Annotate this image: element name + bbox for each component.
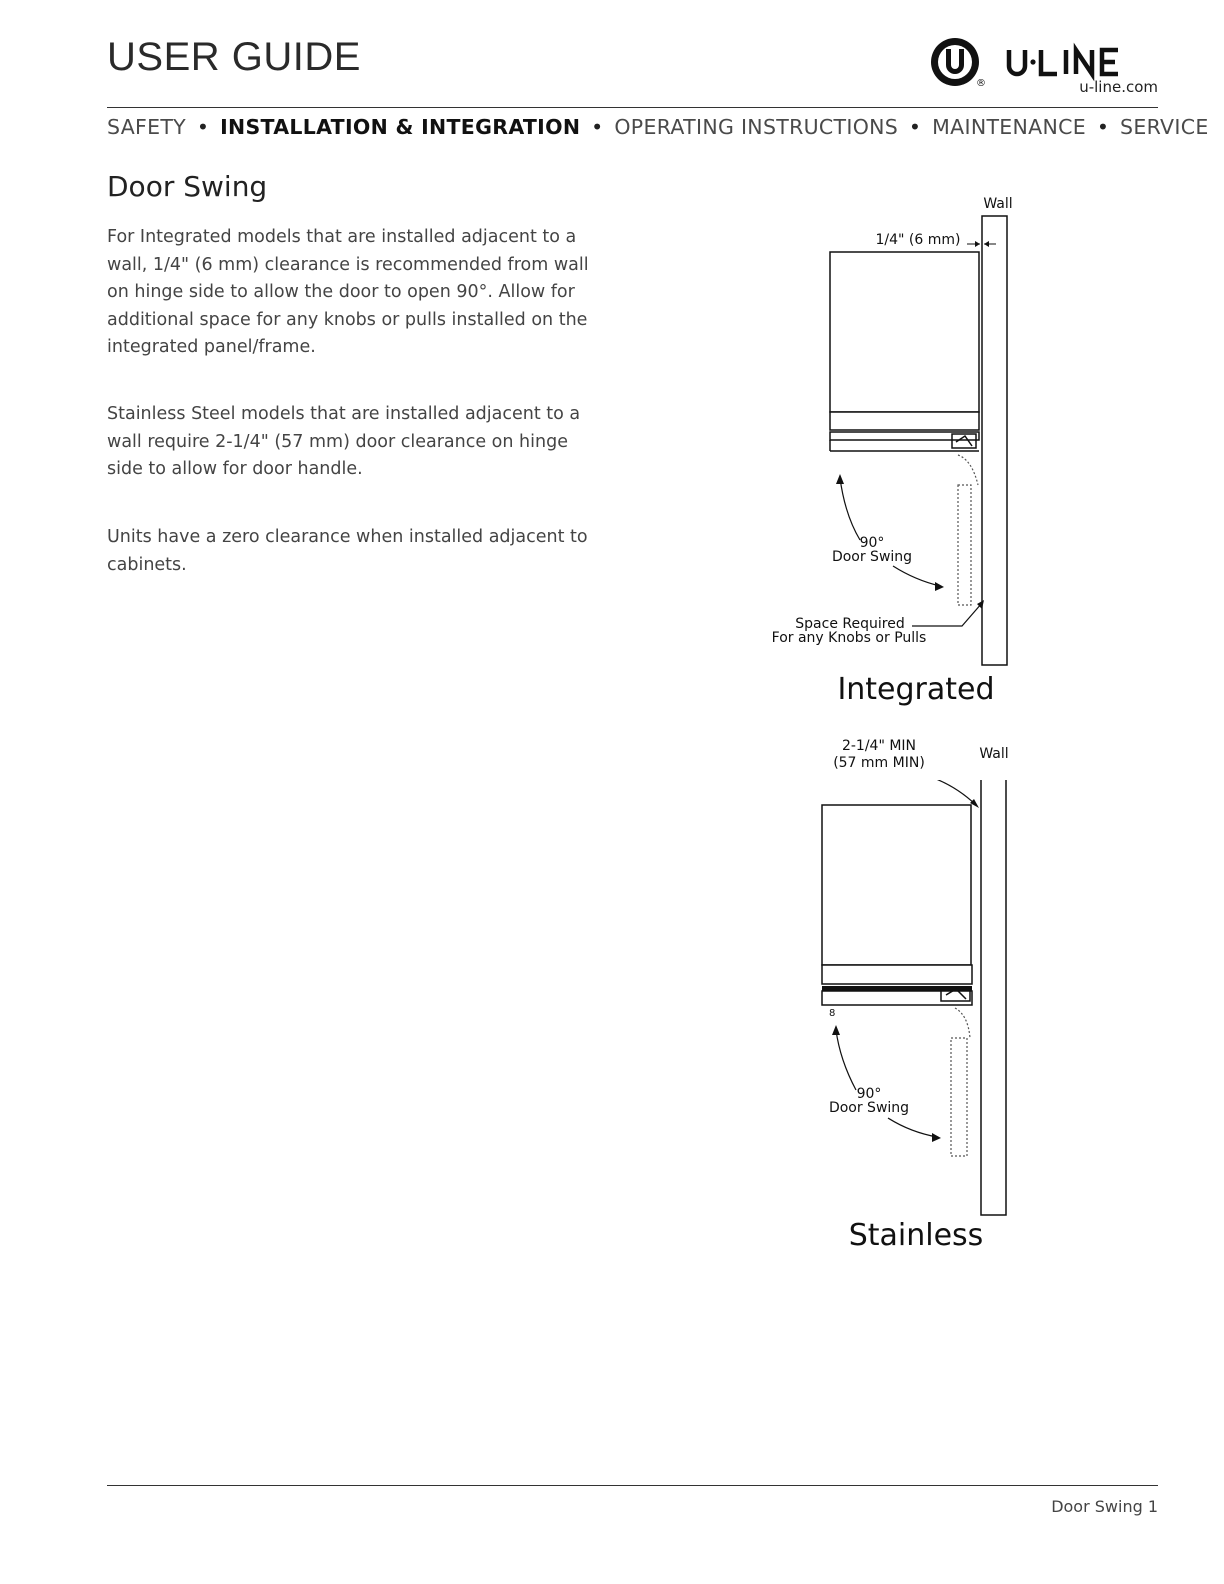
nav-separator: •: [196, 115, 210, 139]
stainless-swing-label: Door Swing: [828, 1100, 910, 1116]
integrated-swing-label: Door Swing: [831, 549, 913, 565]
brand-url: u-line.com: [1079, 78, 1158, 96]
paragraph-stainless: Stainless Steel models that are installed adjacent to a wall require 2-1/4" (57 mm) door clearance on hinge side to allow for door handle.: [107, 404, 581, 480]
paragraph-cabinets: Units have a zero clearance when installed adjacent to cabinets.: [107, 527, 588, 575]
integrated-space-label-1: Space Required: [795, 616, 905, 632]
integrated-wall-label: Wall: [983, 196, 1013, 212]
stainless-wall-label: Wall: [979, 746, 1009, 762]
footer-divider: [107, 1485, 1158, 1486]
nav-item-operating: OPERATING INSTRUCTIONS: [614, 115, 899, 139]
integrated-space-label-2: For any Knobs or Pulls: [771, 630, 927, 646]
header-divider: [107, 107, 1158, 108]
stainless-clearance-label-1: 2-1/4" MIN: [841, 738, 917, 754]
nav-item-safety: SAFETY: [107, 115, 187, 139]
stainless-clearance-label-2: (57 mm MIN): [833, 755, 925, 771]
nav-item-maintenance: MAINTENANCE: [932, 115, 1086, 139]
registered-mark: ®: [976, 78, 986, 89]
integrated-swing-angle: 90°: [859, 535, 885, 551]
nav-item-service: SERVICE: [1120, 115, 1209, 139]
integrated-door-swing-drawing: [740, 190, 1040, 680]
document-title: USER GUIDE: [107, 35, 361, 79]
stainless-swing-angle: 90°: [856, 1086, 882, 1102]
nav-separator: •: [591, 115, 604, 139]
nav-separator: •: [1096, 115, 1110, 139]
section-heading: Door Swing: [107, 170, 268, 203]
integrated-caption: Integrated: [837, 672, 995, 707]
stainless-door-swing-drawing: [740, 780, 1040, 1220]
svg-text:8: 8: [829, 1008, 836, 1019]
nav-separator: •: [908, 115, 922, 139]
nav-item-installation: INSTALLATION & INTEGRATION: [220, 115, 581, 139]
stainless-caption: Stainless: [848, 1218, 984, 1253]
integrated-clearance-label: 1/4" (6 mm): [875, 232, 961, 248]
paragraph-integrated: For Integrated models that are installed adjacent to a wall, 1/4" (6 mm) clearance is recommended from wall on hinge side to allow the door to open 90°. Allow for additional space for any knobs or pulls installed on the integrated panel/frame.: [107, 227, 589, 358]
page-footer: Door Swing 1: [1051, 1497, 1158, 1516]
section-nav: [107, 114, 1209, 140]
